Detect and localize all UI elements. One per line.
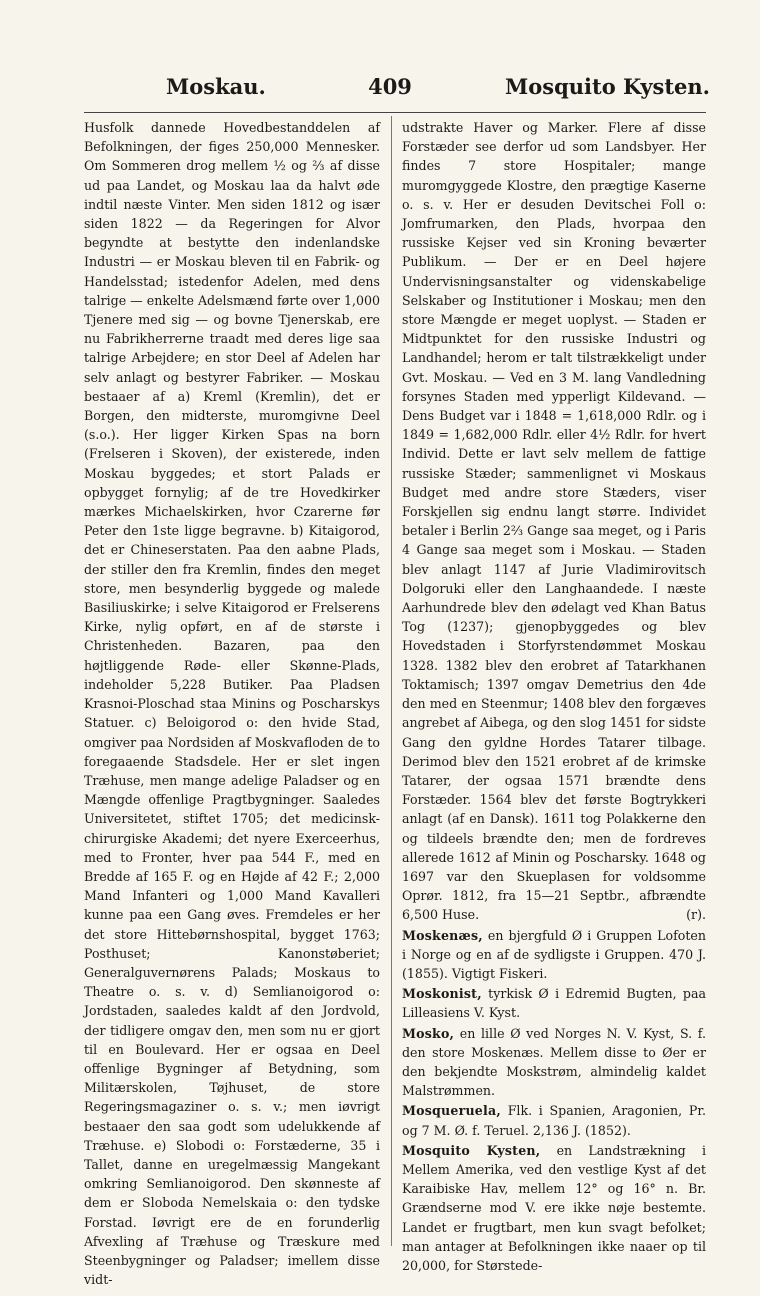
entry-moskenaes bbox=[402, 926, 706, 984]
headword: Moskonist, bbox=[402, 986, 482, 1002]
headword: Mosko, bbox=[402, 1025, 455, 1041]
entry-mosquito-kysten bbox=[402, 1141, 706, 1275]
entry-text: en Landstrækning i Mellem Amerika, ved den vestlige Kyst af det Karaibiske Hav, mellem 12° og 16° n. Br. Grændserne mod V. ere ikke nøje bestemte. Landet er frugtbart, men kun svagt befolket; man antager at Befolkningen ikke naaer op til 20,000, for Størstede- bbox=[402, 1142, 706, 1273]
entry-text: en bjergfuld Ø i Gruppen Lofoten i Norge og en af de sydligste i Gruppen. 470 J. (1855). Vigtigt Fiskeri. bbox=[402, 927, 706, 981]
entry-text: tyrkisk Ø i Edremid Bugten, paa Lilleasiens V. Kyst. bbox=[402, 986, 706, 1021]
header-rule bbox=[84, 112, 706, 113]
entry-text: en lille Ø ved Norges N. V. Kyst, S. f. den store Moskenæs. Mellem disse to Øer er den bekjendte Moskstrøm, almindelig kaldet Malstrømmen. bbox=[402, 1025, 706, 1099]
headword: Mosquito Kysten, bbox=[402, 1142, 541, 1158]
continuation-text: udstrakte Haver og Marker. Flere af disse Forstæder see derfor ud som Landsbyer. Her findes 7 store Hospitaler; mange muromgyggede Klostre, den prægtige Kaserne o. s. v. Her er desuden Devitschei Foll o: Jomfrumarken, den Plads, hvorpaa den russiske Kejser ved sin Kroning beværter Publikum. — Der er en Deel højere Undervisningsanstalter og videnskabelige Selskaber og Institutioner i Moskau; men den store Mængde er meget uoplyst. — Staden er Midtpunktet for den russiske Industri og Landhandel; herom er talt tilstrækkeligt under Gvt. Moskau. — Ved en 3 M. lang Vandledning forsynes Staden med ypperligt Kildevand. — Dens Budget var i 1848 = 1,618,000 Rdlr. og i 1849 = 1,682,000 Rdlr. eller 4½ Rdlr. for hvert Individ. Dette er lavt selv mellem de fattige russiske Stæder; sammenlignet vi Moskaus Budget med andre store Stæders, viser Forskjellen sig endnu langt større. Individet betaler i Berlin 2⅔ Gange saa meget, og i Paris 4 Gange saa meget som i Moskau. — Staden blev anlagt 1147 af Jurie Vladimirovitsch Dolgoruki eller den Langhaandede. I næste Aarhundrede blev den ødelagt ved Khan Batus Tog (1237); gjenopbyggedes og blev Hovedstaden i Storfyrstendømmet Moskau 1328. 1382 blev den erobret af Tatarkhanen Toktamisch; 1397 omgav Demetrius den 4de den med en Steenmur; 1408 blev den forgæves angrebet af Aibega, og den slog 1451 for sidste Gang den gyldne Hordes Tatarer tilbage. Derimod blev den 1521 erobret af de krimske Tatarer, der ogsaa 1571 brændte dens Forstæder. 1564 blev det første Bogtrykkeri anlagt (af en Dansk). 1611 tog Polakkerne den og tildeels brændte den; men de fordreves allerede 1612 af Minin og Poscharsky. 1648 og 1697 var den Skueplasen for voldsomme Oprør. 1812, fra 15—21 Septbr., afbrændte 6,500 Huse. bbox=[402, 120, 706, 923]
moskau-entry-continuation bbox=[402, 118, 706, 925]
moskau-entry-text: Husfolk dannede Hovedbestanddelen af Befolkningen, der figes 250,000 Mennesker. Om Sommeren drog mellem ½ og ⅔ af disse ud paa Landet, og Moskau laa da halvt øde indtil næste Vinter. Men siden 1812 og især siden 1822 — da Regeringen for Alvor begyndte at bestytte den indenlandske Industri — er Moskau bleven til en Fabrik- og Handelsstad; istedenfor Adelen, med dens talrige — enkelte Adelsmænd førte over 1,000 Tjenere med sig — og bovne Tjenerskab, ere nu Fabrikherrerne traadt med deres lige saa talrige Arbejdere; en stor Deel af Adelen har selv anlagt og bestyrer Fabriker. — Moskau bestaaer af a) Kreml (Kremlin), det er Borgen, den midterste, muromgivne Deel (s.o.). Her ligger Kirken Spas na born (Frelseren i Skoven), der existerede, inden Moskau byggedes; et stort Palads er opbygget fornylig; af de tre Hovedkirker mærkes Michaelskirken, hvor Czarerne før Peter den 1ste ligge begravne. b) Kitaigorod, det er Chineserstaten. Paa den aabne Plads, der stiller den fra Kremlin, findes den meget store, men besynderlig byggede og malede Basiliuskirke; i selve Kitaigorod er Frelserens Kirke, nylig opført, en af de største i Christenheden. Bazaren, paa den højtliggende Røde- eller Skønne-Plads, indeholder 5,228 Butiker. Paa Pladsen Krasnoi-Ploschad staa Minins og Poscharskys Statuer. c) Beloigorod o: den hvide Stad, omgiver paa Nordsiden af Moskvafloden de to foregaaende Stadsdele. Her er slet ingen Træhuse, men mange adelige Paladser og en Mængde offenlige Pragtbygninger. Saaledes Universitetet, stiftet 1705; det medicinsk-chirurgiske Akademi; det nyere Exerceerhus, med to Fronter, hver paa 544 F., med en Bredde af 165 F. og en Højde af 42 F.; 2,000 Mand Infanteri og 1,000 Mand Kavalleri kunne paa een Gang øves. Fremdeles er her det store Hittebørnshospital, bygget 1763; Posthuset; Kanonstøberiet; Generalguvernørens Palads; Moskaus to Theatre o. s. v. d) Semlianoigorod o: Jordstaden, saaledes kaldt af den Jordvold, der tidligere omgav den, men som nu er gjort til en Boulevard. Her er ogsaa en Deel offenlige Bygninger af Betydning, som Militærskolen, Tøjhuset, de store Regeringsmagaziner o. s. v.; men iøvrigt bestaaer den saa godt som udelukkende af Træhuse. e) Slobodi o: Forstæderne, 35 i Tallet, danne en uregelmæssig Mangekant omkring Semlianoigorod. Den skønneste af dem er Sloboda Nemelskaia o: den tydske Forstad. Iøvrigt ere de en forunderlig Afvexling af Træhuse og Træskure med Steenbygninger og Paladser; imellem disse vidt- bbox=[84, 120, 381, 1288]
column-divider bbox=[391, 116, 392, 1246]
entry-text: Flk. i Spanien, Aragonien, Pr. og 7 M. Ø. f. Teruel. 2,136 J. (1852). bbox=[402, 1103, 706, 1138]
page-number: 409 bbox=[368, 74, 412, 99]
entry-mosko bbox=[402, 1024, 706, 1101]
running-head bbox=[70, 74, 710, 104]
headword: Moskenæs, bbox=[402, 927, 483, 943]
author-sign: (r). bbox=[686, 907, 706, 923]
header-left-title: Moskau. bbox=[166, 74, 266, 99]
entry-moskonist bbox=[402, 984, 706, 1022]
headword: Mosqueruela, bbox=[402, 1103, 501, 1119]
right-column bbox=[402, 118, 706, 1275]
left-column bbox=[84, 118, 380, 1289]
entry-mosqueruela bbox=[402, 1101, 706, 1139]
header-right-title: Mosquito Kysten. bbox=[505, 74, 710, 99]
